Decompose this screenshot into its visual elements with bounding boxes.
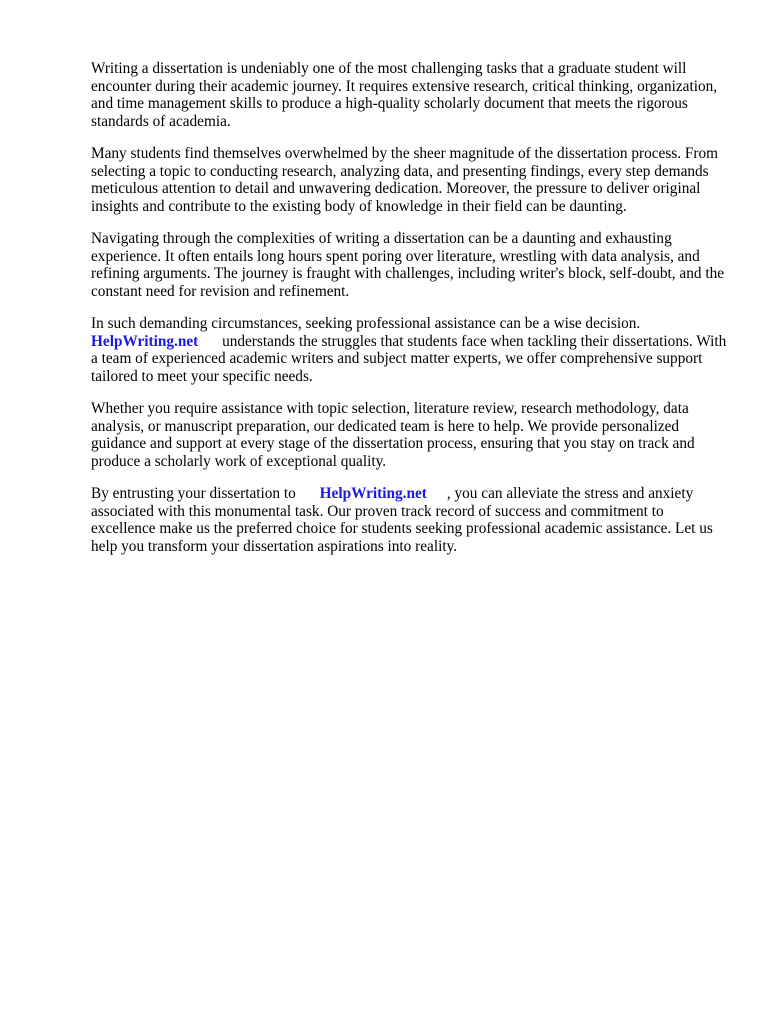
helpwriting-link[interactable]: HelpWriting.net <box>319 485 427 502</box>
paragraph-services <box>91 400 731 470</box>
paragraph-text: Navigating through the complexities of writing a dissertation can be a daunting and exhausting experience. It often entails long hours spent poring over literature, wrestling with data analysis, and refining arguments. The journey is fraught with challenges, including writer's block, self-doubt, and the constant need for revision and refinement. <box>91 230 725 300</box>
paragraph-overwhelmed <box>91 145 731 215</box>
paragraph-text: Many students find themselves overwhelmed by the sheer magnitude of the dissertation process. From selecting a topic to conducting research, analyzing data, and presenting findings, every step demands meticulous attention to detail and unwavering dedication. Moreover, the pressure to deliver original insights and contribute to the existing body of knowledge in their field can be daunting. <box>91 145 719 215</box>
paragraph-text: Whether you require assistance with topic selection, literature review, research methodology, data analysis, or manuscript preparation, our dedicated team is here to help. We provide personalized guidance and support at every stage of the dissertation process, ensuring that you stay on track and produce a scholarly work of exceptional quality. <box>91 400 695 470</box>
document-body <box>91 60 731 570</box>
paragraph-intro <box>91 60 731 130</box>
paragraph-assistance <box>91 315 731 385</box>
paragraph-text: By entrusting your dissertation to <box>91 485 296 502</box>
paragraph-entrusting <box>91 485 731 555</box>
paragraph-text: In such demanding circumstances, seeking professional assistance can be a wise decision. <box>91 315 641 332</box>
paragraph-text: , you can alleviate the stress and anxiety associated with this monumental task. Our proven track record of success and commitment to excellence make us the preferred choice for students seeking professional academic assistance. Let us help you transform your dissertation aspirations into reality. <box>91 485 713 555</box>
paragraph-text: understands the struggles that students face when tackling their dissertations. With a team of experienced academic writers and subject matter experts, we offer comprehensive support tailored to meet your specific needs. <box>91 332 727 385</box>
paragraph-complexities <box>91 230 731 300</box>
paragraph-text: Writing a dissertation is undeniably one of the most challenging tasks that a graduate student will encounter during their academic journey. It requires extensive research, critical thinking, organization, and time management skills to produce a high-quality scholarly document that meets the rigorous standards of academia. <box>91 60 718 130</box>
helpwriting-link[interactable]: HelpWriting.net <box>91 332 199 350</box>
